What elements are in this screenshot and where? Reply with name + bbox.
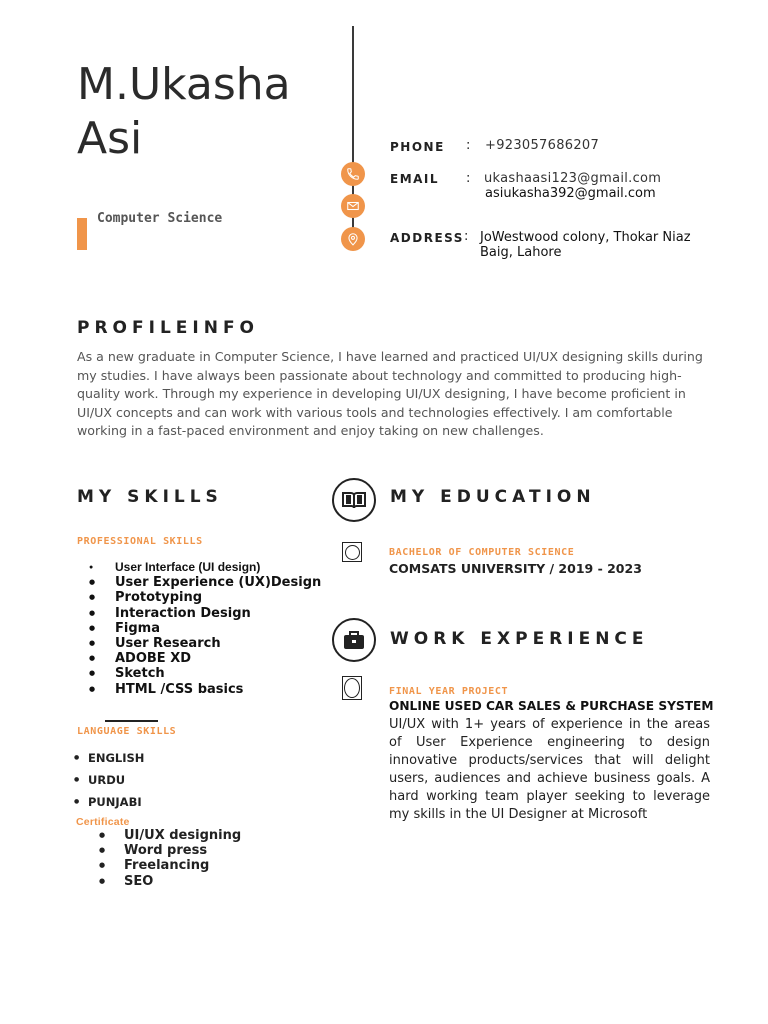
list-item: ● URDU xyxy=(74,769,144,791)
email-colon: : xyxy=(466,171,471,186)
professional-skills-list xyxy=(77,560,337,697)
phone-colon: : xyxy=(466,138,471,153)
list-item: ● Figma xyxy=(77,621,337,636)
timeline-marker-icon xyxy=(342,542,362,562)
name-line-1: M.Ukasha xyxy=(77,59,291,110)
list-item: ● Prototyping xyxy=(77,590,337,605)
language-skills-label: LANGUAGE SKILLS xyxy=(77,726,177,737)
work-project-title: ONLINE USED CAR SALES & PURCHASE SYSTEM xyxy=(389,699,714,713)
list-item: ● Interaction Design xyxy=(77,606,337,621)
mail-icon xyxy=(341,194,365,218)
certificate-label: Certificate xyxy=(76,816,130,828)
phone-icon xyxy=(341,162,365,186)
timeline-marker-icon xyxy=(342,676,362,700)
work-role-label: FINAL YEAR PROJECT xyxy=(389,686,509,697)
list-item: ● Freelancing xyxy=(77,858,241,873)
candidate-name xyxy=(77,58,291,166)
work-description: UI/UX with 1+ years of experience in the areas of User Experience engineering to design innovative products/services that will delight users, audiences and achieve business goals. A hard working team player seeking to leverage my skills in the UI Designer at Microsoft xyxy=(389,717,710,822)
phone-value[interactable]: +923057686207 xyxy=(485,138,600,153)
email-value-primary[interactable]: ukashaasi123@gmail.com xyxy=(484,171,662,186)
briefcase-icon xyxy=(332,618,376,662)
list-item: ● SEO xyxy=(77,874,241,889)
accent-bar xyxy=(77,218,87,250)
book-icon xyxy=(332,478,376,522)
list-item: ● Sketch xyxy=(77,666,337,681)
education-school: COMSATS UNIVERSITY / 2019 - 2023 xyxy=(389,561,642,576)
name-line-2: Asi xyxy=(77,113,143,164)
list-item: ● Word press xyxy=(77,843,241,858)
professional-skills-label: PROFESSIONAL SKILLS xyxy=(77,536,203,547)
work-heading: WORK EXPERIENCE xyxy=(390,629,649,649)
email-value-secondary[interactable]: asiukasha392@gmail.com xyxy=(485,186,656,201)
list-item: ● UI/UX designing xyxy=(77,828,241,843)
list-item: ● User Interface (UI design) xyxy=(77,560,337,575)
list-item: ● PUNJABI xyxy=(74,791,144,813)
list-item: ● User Experience (UX)Design xyxy=(77,575,337,590)
address-line-1: JoWestwood colony, Thokar Niaz xyxy=(480,230,691,245)
phone-label: PHONE xyxy=(390,140,445,154)
education-degree: BACHELOR OF COMPUTER SCIENCE xyxy=(389,547,575,558)
education-heading: MY EDUCATION xyxy=(390,487,596,507)
language-skills-list xyxy=(74,747,144,813)
address-label: ADDRESS xyxy=(390,231,464,245)
address-colon: : xyxy=(464,229,469,244)
skills-heading: MY SKILLS xyxy=(77,487,223,507)
list-item: ● ADOBE XD xyxy=(77,651,337,666)
location-pin-icon xyxy=(341,227,365,251)
list-item: ● User Research xyxy=(77,636,337,651)
divider xyxy=(105,720,158,722)
certificate-list xyxy=(77,828,241,889)
address-line-2: Baig, Lahore xyxy=(480,245,562,260)
profile-heading: PROFILEINFO xyxy=(77,318,260,338)
subtitle: Computer Science xyxy=(97,211,223,226)
email-label: EMAIL xyxy=(390,172,440,186)
profile-text: As a new graduate in Computer Science, I have learned and practiced UI/UX designing skills during my studies. I have always been passionate about technology and committed to producing high-quality work. Through my experience in developing UI/UX designing, I have become proficient in UI/UX concepts and can work with various tools and technologies effectively. I am comfortable working in a fast-paced environment and enjoy taking on new challenges. xyxy=(77,349,703,438)
list-item: ● ENGLISH xyxy=(74,747,144,769)
list-item: ● HTML /CSS basics xyxy=(77,682,337,697)
